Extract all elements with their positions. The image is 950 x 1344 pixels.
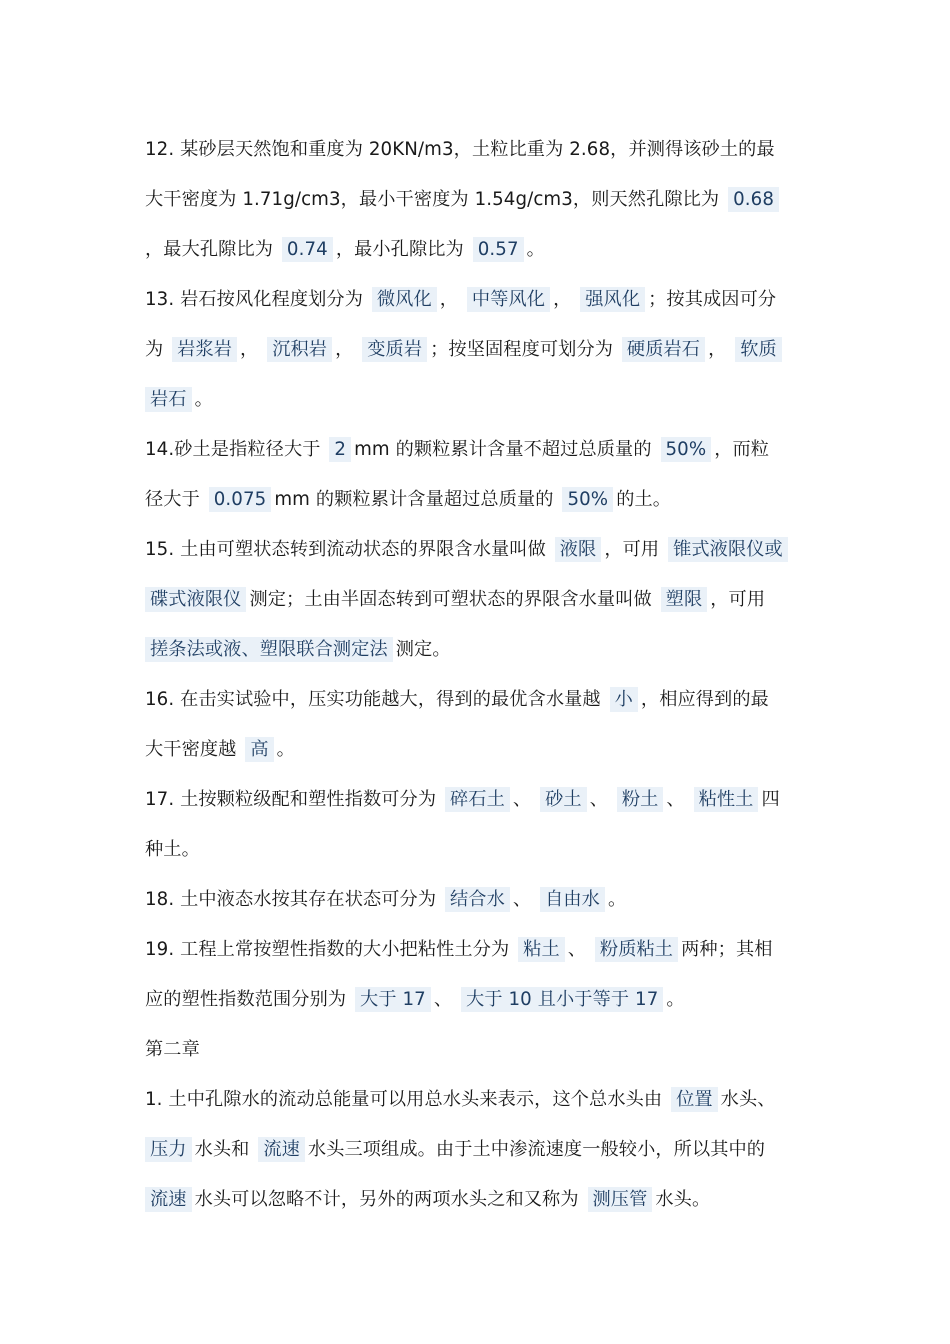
line-text: 水头三项组成。由于土中渗流速度一般较小，所以其中的 xyxy=(307,1139,766,1160)
line-text: 水头可以忽略不计，另外的两项水头之和又称为 xyxy=(194,1189,585,1210)
text-line xyxy=(145,725,813,775)
line-text: 12. 某砂层天然饱和重度为 20KN/m3，土粒比重为 2.68，并测得该砂土的最 xyxy=(145,139,775,160)
line-text: ，相应得到的最 xyxy=(640,689,769,710)
line-text: 、 xyxy=(567,939,592,960)
line-text: ，最小孔隙比为 xyxy=(335,239,470,260)
line-text: mm 的颗粒累计含量超过总质量的 xyxy=(274,489,560,510)
answer-highlight: 岩浆岩 xyxy=(172,337,237,362)
answer-highlight: 压力 xyxy=(145,1137,192,1162)
line-text: ，可用 xyxy=(604,539,666,560)
line-text: 17. 土按颗粒级配和塑性指数可分为 xyxy=(145,789,443,810)
answer-highlight: 强风化 xyxy=(580,287,645,312)
text-line xyxy=(145,425,813,475)
text-line xyxy=(145,575,813,625)
answer-highlight: 微风化 xyxy=(372,287,437,312)
line-text: 18. 土中液态水按其存在状态可分为 xyxy=(145,889,443,910)
answer-highlight: 变质岩 xyxy=(362,337,427,362)
line-text: 两种；其相 xyxy=(681,939,773,960)
line-text: 。 xyxy=(194,389,213,410)
line-text: 应的塑性指数范围分别为 xyxy=(145,989,353,1010)
text-line xyxy=(145,275,813,325)
line-text: mm 的颗粒累计含量不超过总质量的 xyxy=(354,439,658,460)
line-text: ， xyxy=(240,339,265,360)
answer-highlight: 粉质粘土 xyxy=(595,937,678,962)
answer-highlight: 50% xyxy=(562,487,613,512)
answer-highlight: 碟式液限仪 xyxy=(145,587,246,612)
line-text: 大干密度为 1.71g/cm3，最小干密度为 1.54g/cm3，则天然孔隙比为 xyxy=(145,189,726,210)
answer-highlight: 自由水 xyxy=(540,887,605,912)
answer-highlight: 粘性土 xyxy=(694,787,759,812)
line-text: 四 xyxy=(761,789,780,810)
answer-highlight: 大于 17 xyxy=(355,987,431,1012)
line-text: 。 xyxy=(276,739,295,760)
answer-highlight: 碎石土 xyxy=(445,787,510,812)
line-text: 。 xyxy=(526,239,545,260)
line-text: 、 xyxy=(512,789,538,810)
answer-highlight: 软质 xyxy=(735,337,782,362)
answer-highlight: 中等风化 xyxy=(467,287,550,312)
line-text: 测定。 xyxy=(395,639,451,660)
text-line xyxy=(145,875,813,925)
text-line xyxy=(145,925,813,975)
answer-highlight: 50% xyxy=(661,437,712,462)
text-line xyxy=(145,375,813,425)
line-text: 、 xyxy=(433,989,459,1010)
answer-highlight: 0.74 xyxy=(282,237,333,262)
line-text: 、 xyxy=(589,789,614,810)
answer-highlight: 粉土 xyxy=(617,787,664,812)
line-text: 。 xyxy=(607,889,627,910)
answer-highlight: 流速 xyxy=(258,1137,305,1162)
text-line xyxy=(145,1175,813,1225)
answer-highlight: 0.075 xyxy=(209,487,272,512)
answer-highlight: 岩石 xyxy=(145,387,192,412)
line-text: 水头、 xyxy=(720,1089,776,1110)
line-text: ；按其成因可分 xyxy=(648,289,777,310)
line-text: ， xyxy=(553,289,578,310)
line-text: 19. 工程上常按塑性指数的大小把粘性土分为 xyxy=(145,939,516,960)
text-line xyxy=(145,1025,813,1075)
line-text: ， xyxy=(335,339,360,360)
line-text: ， xyxy=(708,339,733,360)
text-line xyxy=(145,175,813,225)
answer-highlight: 液限 xyxy=(555,537,602,562)
line-text: 第二章 xyxy=(145,1039,200,1060)
line-text: 13. 岩石按风化程度划分为 xyxy=(145,289,369,310)
answer-highlight: 2 xyxy=(329,437,351,462)
answer-highlight: 大于 10 且小于等于 17 xyxy=(461,987,663,1012)
answer-highlight: 流速 xyxy=(145,1187,192,1212)
line-text: 14.砂土是指粒径大于 xyxy=(145,439,327,460)
answer-highlight: 0.68 xyxy=(728,187,779,212)
line-text: ；按坚固程度可划分为 xyxy=(430,339,619,360)
answer-highlight: 硬质岩石 xyxy=(622,337,705,362)
line-text: 的土。 xyxy=(616,489,672,510)
line-text: ， xyxy=(439,289,464,310)
text-line xyxy=(145,525,813,575)
text-line xyxy=(145,625,813,675)
document-page xyxy=(145,125,813,1225)
line-text: 1. 土中孔隙水的流动总能量可以用总水头来表示，这个总水头由 xyxy=(145,1089,669,1110)
text-line xyxy=(145,825,813,875)
answer-highlight: 位置 xyxy=(671,1087,718,1112)
line-text: 。 xyxy=(666,989,685,1010)
answer-highlight: 锥式液限仪或 xyxy=(668,537,788,562)
text-line xyxy=(145,675,813,725)
line-text: 15. 土由可塑状态转到流动状态的界限含水量叫做 xyxy=(145,539,552,560)
text-line xyxy=(145,125,813,175)
text-line xyxy=(145,1125,813,1175)
line-text: 16. 在击实试验中，压实功能越大，得到的最优含水量越 xyxy=(145,689,607,710)
line-text: 水头。 xyxy=(655,1189,711,1210)
line-text: 种土。 xyxy=(145,839,200,860)
answer-highlight: 小 xyxy=(610,687,638,712)
line-text: ，而粒 xyxy=(714,439,770,460)
line-text: 为 xyxy=(145,339,170,360)
text-line xyxy=(145,475,813,525)
line-text: 径大于 xyxy=(145,489,206,510)
text-line xyxy=(145,1075,813,1125)
answer-highlight: 测压管 xyxy=(588,1187,653,1212)
answer-highlight: 粘土 xyxy=(518,937,565,962)
line-text: ，最大孔隙比为 xyxy=(145,239,279,260)
text-line xyxy=(145,975,813,1025)
line-text: 大干密度越 xyxy=(145,739,243,760)
line-text: 、 xyxy=(512,889,538,910)
line-text: 、 xyxy=(666,789,691,810)
text-line xyxy=(145,225,813,275)
answer-highlight: 砂土 xyxy=(540,787,587,812)
answer-highlight: 搓条法或液、塑限联合测定法 xyxy=(145,637,393,662)
line-text: 测定；土由半固态转到可塑状态的界限含水量叫做 xyxy=(249,589,658,610)
line-text: 水头和 xyxy=(194,1139,256,1160)
text-line xyxy=(145,775,813,825)
answer-highlight: 0.57 xyxy=(473,237,524,262)
answer-highlight: 塑限 xyxy=(661,587,708,612)
text-line xyxy=(145,325,813,375)
answer-highlight: 沉积岩 xyxy=(267,337,332,362)
answer-highlight: 高 xyxy=(245,737,273,762)
answer-highlight: 结合水 xyxy=(445,887,510,912)
line-text: ，可用 xyxy=(710,589,766,610)
